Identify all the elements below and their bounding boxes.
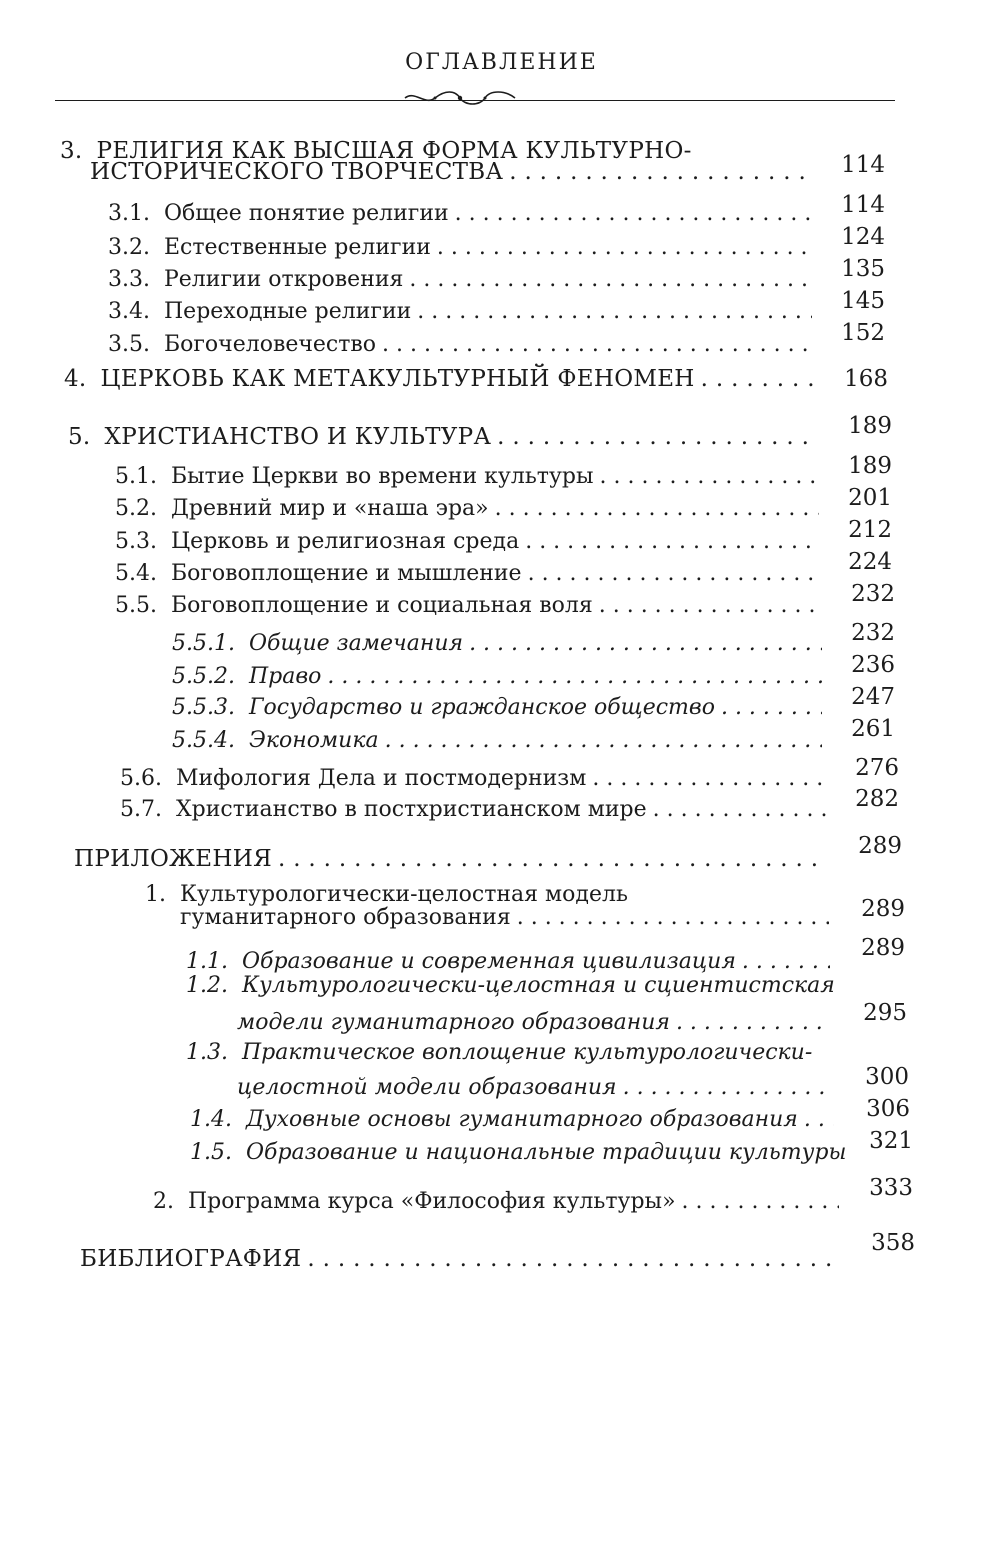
- toc-page-number: 189: [848, 453, 892, 479]
- toc-page-number: 300: [865, 1064, 909, 1090]
- toc-page-number: 114: [841, 192, 885, 218]
- toc-page-number: 236: [851, 652, 895, 678]
- toc-entry[interactable]: 5.7. Христианство в постхристианском мире . . .: [120, 798, 832, 822]
- toc-page-number: 333: [869, 1175, 913, 1201]
- toc-page-number: 282: [855, 786, 899, 812]
- toc-entry[interactable]: 2. Программа курса «Философия культуры» . . .: [153, 1190, 845, 1214]
- toc-entry-line1: 1.2. Культурологически-целостная и сциентистская: [186, 973, 835, 998]
- toc-entry[interactable]: 5.1. Бытие Церкви во времени культуры . . .: [115, 465, 825, 489]
- toc-entry[interactable]: 5.2. Древний мир и «наша эра» . . .: [115, 497, 825, 521]
- toc-page-number: 289: [861, 896, 905, 922]
- toc-page-number: 114: [841, 152, 885, 178]
- flourish-ornament-icon: [395, 86, 525, 110]
- toc-entry[interactable]: 1.5. Образование и национальные традиции культуры: [190, 1140, 847, 1165]
- toc-entry[interactable]: 5.3. Церковь и религиозная среда . . .: [115, 530, 825, 554]
- toc-entry[interactable]: 5.4. Боговоплощение и мышление . . .: [115, 562, 825, 586]
- toc-entry[interactable]: 4. ЦЕРКОВЬ КАК МЕТАКУЛЬТУРНЫЙ ФЕНОМЕН . . .: [64, 367, 819, 392]
- toc-page-number: 261: [851, 716, 895, 742]
- toc-entry[interactable]: 3.4. Переходные религии . . .: [108, 300, 818, 324]
- toc-page-number: 295: [863, 1000, 907, 1026]
- toc-page-number: 145: [841, 288, 885, 314]
- toc-page-number: 232: [851, 620, 895, 646]
- toc-page-number: 289: [858, 833, 902, 859]
- toc-entry[interactable]: 5.5.3. Государство и гражданское общество . . .: [172, 696, 828, 720]
- toc-entry[interactable]: ИСТОРИЧЕСКОГО ТВОРЧЕСТВА . . .: [90, 160, 815, 185]
- toc-page-number: 289: [861, 935, 905, 961]
- toc-entry[interactable]: 3.3. Религии откровения . . .: [108, 268, 818, 292]
- toc-page-number: 276: [855, 755, 899, 781]
- toc-page-number: 306: [866, 1096, 910, 1122]
- toc-page-number: 168: [844, 366, 888, 392]
- toc-page-number: 212: [848, 517, 892, 543]
- toc-entry[interactable]: ПРИЛОЖЕНИЯ . . .: [74, 847, 834, 872]
- toc-page-number: 247: [851, 684, 895, 710]
- toc-entry[interactable]: 5.5.1. Общие замечания . . .: [172, 632, 828, 656]
- toc-entry[interactable]: модели гуманитарного образования . . .: [237, 1011, 837, 1035]
- header-rule: [55, 100, 895, 101]
- toc-entry[interactable]: 5.5.4. Экономика . . .: [172, 729, 828, 753]
- toc-entry[interactable]: БИБЛИОГРАФИЯ . . .: [80, 1247, 842, 1272]
- toc-entry-line1: 3. РЕЛИГИЯ КАК ВЫСШАЯ ФОРМА КУЛЬТУРНО-: [60, 138, 692, 164]
- toc-entry[interactable]: 5.6. Мифология Дела и постмодернизм . . .: [120, 767, 832, 791]
- toc-entry[interactable]: 3.2. Естественные религии . . .: [108, 236, 818, 260]
- toc-entry[interactable]: гуманитарного образования . . .: [180, 906, 835, 930]
- toc-page-number: 201: [848, 485, 892, 511]
- toc-entry-line1: 1. Культурологически-целостная модель: [145, 882, 628, 907]
- toc-page-number: 124: [841, 224, 885, 250]
- toc-page-number: 152: [841, 320, 885, 346]
- toc-page-number: 358: [871, 1230, 915, 1256]
- toc-entry[interactable]: 3.1. Общее понятие религии . . .: [108, 202, 818, 226]
- toc-entry[interactable]: 5.5. Боговоплощение и социальная воля . . .: [115, 594, 825, 618]
- toc-entry[interactable]: 3.5. Богочеловечество . . .: [108, 333, 818, 357]
- toc-entry[interactable]: 1.4. Духовные основы гуманитарного образования . . .: [190, 1108, 840, 1132]
- toc-page-number: 321: [869, 1128, 913, 1154]
- toc-entry[interactable]: 5. ХРИСТИАНСТВО И КУЛЬТУРА . . .: [68, 425, 823, 450]
- toc-page-number: 232: [851, 581, 895, 607]
- toc-page-number: 135: [841, 256, 885, 282]
- toc-entry[interactable]: целостной модели образования . . .: [237, 1076, 839, 1100]
- toc-entry-line1: 1.3. Практическое воплощение культурологически-: [186, 1040, 813, 1065]
- toc-entry[interactable]: 1.1. Образование и современная цивилизация . . .: [186, 950, 836, 974]
- toc-page-number: 189: [848, 413, 892, 439]
- toc-page-number: 224: [848, 549, 892, 575]
- toc-entry[interactable]: 5.5.2. Право . . .: [172, 665, 828, 689]
- page-title: ОГЛАВЛЕНИЕ: [405, 50, 598, 75]
